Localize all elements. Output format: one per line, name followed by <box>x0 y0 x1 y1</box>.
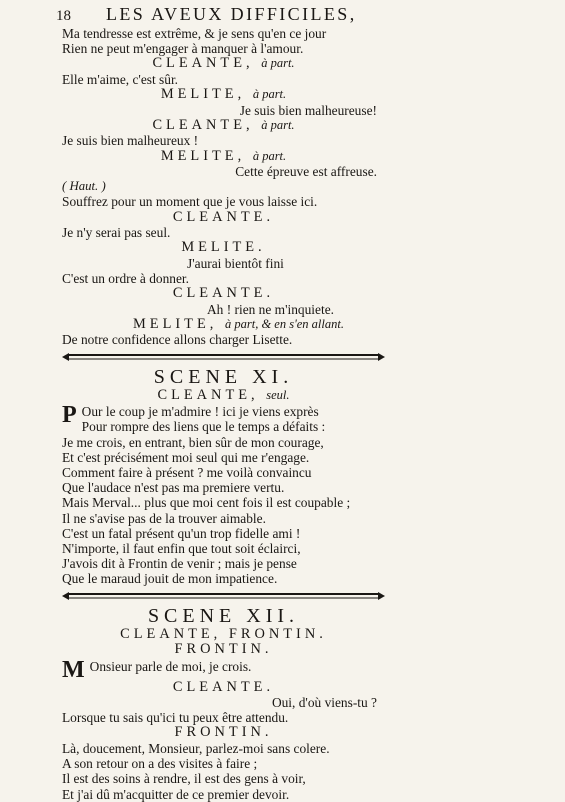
verse-line: Il est des soins à rendre, il est des gens à voir, <box>62 771 306 787</box>
scene-title: SCENE XI. <box>153 365 294 388</box>
speaker-name: MELITE, <box>133 315 218 332</box>
ornamental-divider <box>62 589 385 603</box>
verse-line: Ah ! rien ne m'inquiete. <box>207 301 334 317</box>
scene-title: SCENE XII. <box>147 604 300 627</box>
stage-direction-line: ( Haut. ) <box>62 179 106 194</box>
speaker-name: CLEANTE, FRONTIN. <box>120 625 327 642</box>
stage-direction: à part. <box>261 117 295 132</box>
speaker-name: CLEANTE, <box>152 116 254 133</box>
stage-direction: seul. <box>266 387 290 402</box>
speaker-name: CLEANTE. <box>172 208 275 225</box>
verse-line: Cette épreuve est affreuse. <box>235 164 377 180</box>
verse-line: De notre confidence allons charger Lisette. <box>62 332 293 348</box>
verse-line: Et c'est précisément moi seul qui me r'engage. <box>62 449 310 465</box>
divider-rule-icon <box>62 589 385 603</box>
speaker-cue <box>62 240 385 256</box>
verse-line: C'est un ordre à donner. <box>62 271 189 287</box>
verse-line: Je suis bien malheureux ! <box>62 133 199 149</box>
speaker-cue <box>62 388 385 404</box>
speaker-name: FRONTIN. <box>174 724 273 741</box>
verse-line: Pour rompre des liens que le temps a défaits : <box>81 419 326 435</box>
verse-line: N'importe, il faut enfin que tout soit éclairci, <box>62 540 301 556</box>
speaker-name: FRONTIN. <box>174 641 273 658</box>
verse-line: Comment faire à présent ? me voilà convaincu <box>62 464 312 480</box>
speaker-cue <box>62 317 385 333</box>
verse-line: Ma tendresse est extrême, & je sens qu'en ce jour <box>62 26 327 41</box>
verse-line: Rien ne peut m'engager à manquer à l'amour. <box>62 41 304 57</box>
running-title: LES AVEUX DIFFICILES, <box>106 4 357 24</box>
drop-capital: P <box>62 402 77 429</box>
speaker-cue <box>62 642 385 658</box>
verse-line: Je suis bien malheureuse! <box>239 102 377 118</box>
drop-capital: M <box>62 656 85 683</box>
verse-line: Je n'y serai pas seul. <box>62 225 171 241</box>
speaker-name: MELITE, <box>160 147 246 164</box>
verse-line: Là, doucement, Monsieur, parlez-moi sans colere. <box>62 740 330 756</box>
scene-characters <box>62 627 385 643</box>
verse-line: Elle m'aime, c'est sûr. <box>62 71 179 87</box>
verse-line: Mais Merval... plus que moi cent fois il est coupable ; <box>62 495 351 511</box>
stage-direction: à part. <box>261 56 295 71</box>
speaker-cue <box>62 118 385 134</box>
speaker-cue <box>62 680 385 696</box>
divider-rule-icon <box>62 350 385 364</box>
verse-line: J'avois dit à Frontin de venir ; mais je pense <box>62 556 297 572</box>
verse-text: Onsieur parle de moi, je crois. <box>89 658 252 674</box>
verse-line: Oui, d'où viens-tu ? <box>271 695 377 711</box>
speaker-cue <box>62 149 385 165</box>
speaker-cue <box>62 87 385 103</box>
verse-line <box>62 656 385 683</box>
stage-direction: à part. <box>252 148 287 163</box>
speaker-name: CLEANTE, <box>157 386 259 403</box>
page-number: 18 <box>56 8 71 24</box>
ornamental-divider <box>62 350 385 364</box>
speaker-name: CLEANTE. <box>172 285 275 302</box>
speaker-cue <box>62 286 385 302</box>
speaker-cue <box>62 725 385 741</box>
verse-line: Il ne s'avise pas de la trouver aimable. <box>62 510 266 526</box>
stage-direction: à part, & en s'en allant. <box>224 316 344 331</box>
verse-line: A son retour on a des visites à faire ; <box>62 756 258 772</box>
verse-line: Que l'audace n'est pas ma premiere vertu. <box>62 480 285 496</box>
speaker-name: MELITE. <box>181 239 266 256</box>
verse-line: Lorsque tu sais qu'ici tu peux être attendu. <box>62 710 289 726</box>
verse-line: Que le maraud jouit de mon impatience. <box>62 571 278 587</box>
verse-line: Je me crois, en entrant, bien sûr de mon courage, <box>62 434 324 450</box>
verse-line: J'aurai bientôt fini <box>187 255 284 271</box>
speaker-cue <box>62 56 385 72</box>
speaker-name: CLEANTE. <box>172 678 275 695</box>
verse-line: Souffrez pour un moment que je vous laisse ici. <box>62 194 318 210</box>
verse-line: C'est un fatal présent qu'un trop fidelle ami ! <box>62 525 301 541</box>
stage-direction: à part. <box>252 87 287 102</box>
speaker-name: CLEANTE, <box>152 55 254 72</box>
speaker-name: MELITE, <box>160 86 246 103</box>
verse-text: Our le coup je m'admire ! ici je viens exprès <box>81 404 319 420</box>
verse-line: Et j'ai dû m'acquitter de ce premier devoir. <box>62 786 290 802</box>
page-header <box>56 4 385 26</box>
speaker-cue <box>62 210 385 226</box>
